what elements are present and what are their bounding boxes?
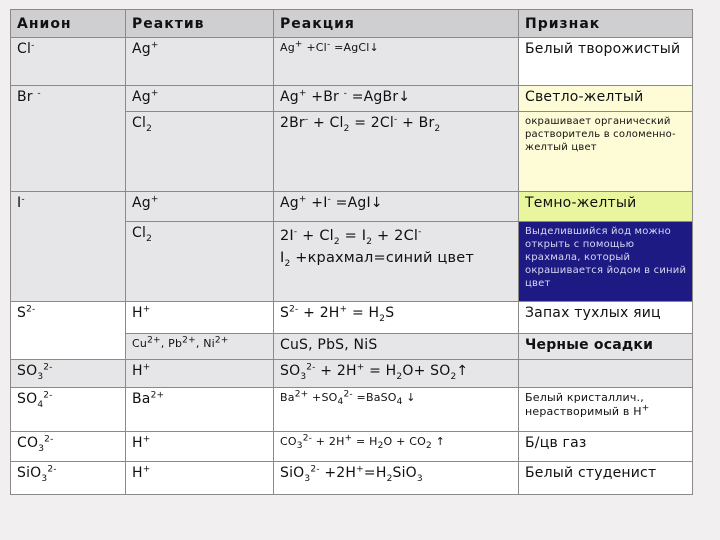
sign-cell: Выделившийся йод можно открыть с помощью крахмала, который окрашивается йодом в синий цвет bbox=[519, 222, 693, 302]
reaction-cell: Ag+ +Br - =AgBr↓ bbox=[274, 86, 519, 112]
reagent-cell: $Cl_2$ bbox=[126, 112, 274, 192]
reagent-cell: $Cl_2$ bbox=[126, 222, 274, 302]
sign-cell: Запах тухлых яиц bbox=[519, 302, 693, 334]
anion-cell: Cl- bbox=[11, 38, 126, 86]
reagent-cell: H+ bbox=[126, 432, 274, 462]
sign-cell: Белый творожистый bbox=[519, 38, 693, 86]
reaction-cell: $2Br^- + Cl_2 = 2Cl^- + Br_2$ bbox=[274, 112, 519, 192]
sign-cell: Черные осадки bbox=[519, 334, 693, 360]
reagent-cell: $Cu^{2+}$, $Pb^{2+}$, $Ni^{2+}$ bbox=[126, 334, 274, 360]
reagent-cell: Ag+ bbox=[126, 86, 274, 112]
anion-cell: $SO_4^{2-}$ bbox=[11, 388, 126, 432]
reagent-cell: $Ba^{2+}$ bbox=[126, 388, 274, 432]
anion-cell: SiO$_3^{2-}$ bbox=[11, 462, 126, 495]
sign-cell: Белый кристаллич., нерастворимый в H+ bbox=[519, 388, 693, 432]
header-anion: Анион bbox=[11, 10, 126, 38]
table-row bbox=[11, 462, 693, 495]
reaction-cell: CuS, PbS, NiS bbox=[274, 334, 519, 360]
sign-cell: окрашивает органический растворитель в соломенно-желтый цвет bbox=[519, 112, 693, 192]
header-row bbox=[11, 10, 693, 38]
reaction-cell: $S^{2-} + 2H^+ = H_2S$ bbox=[274, 302, 519, 334]
table-row bbox=[11, 302, 693, 334]
anion-cell: Br - bbox=[11, 86, 126, 192]
header-reaction: Реакция bbox=[274, 10, 519, 38]
reagent-cell: Ag+ bbox=[126, 192, 274, 222]
reaction-cell: $Ba^{2+} +SO_4^{2-}$ =BaSO$_4$ ↓ bbox=[274, 388, 519, 432]
table-row bbox=[11, 192, 693, 222]
anion-cell: $S^{2-}$ bbox=[11, 302, 126, 360]
sign-cell: Белый студенист bbox=[519, 462, 693, 495]
sign-cell: Светло-желтый bbox=[519, 86, 693, 112]
anion-cell: $SO_3^{2-}$ bbox=[11, 360, 126, 388]
reaction-cell: $CO_3^{2-} + 2H^+ = H_2O + CO_2$ ↑ bbox=[274, 432, 519, 462]
reagent-cell: Ag+ bbox=[126, 38, 274, 86]
anion-cell: $CO_3^{2-}$ bbox=[11, 432, 126, 462]
anion-reactions-table bbox=[10, 9, 693, 495]
reaction-cell: Ag+ +I- =AgI↓ bbox=[274, 192, 519, 222]
reaction-cell: $SO_3^{2-} + 2H^+ = H_2O+$ $SO_2↑$ bbox=[274, 360, 519, 388]
reagent-cell: H+ bbox=[126, 462, 274, 495]
sign-cell: Темно-желтый bbox=[519, 192, 693, 222]
reagent-cell: H+ bbox=[126, 302, 274, 334]
table-row bbox=[11, 86, 693, 112]
reaction-cell: $2I^- + Cl_2 = I_2 + 2Cl^-$ $I_2$ +крахмал=синий цвет bbox=[274, 222, 519, 302]
header-reagent: Реактив bbox=[126, 10, 274, 38]
table-row bbox=[11, 388, 693, 432]
table-row bbox=[11, 38, 693, 86]
sign-cell: Б/цв газ bbox=[519, 432, 693, 462]
reaction-cell: Ag+ +Cl- =AgCl↓ bbox=[274, 38, 519, 86]
header-sign: Признак bbox=[519, 10, 693, 38]
reaction-cell: $SiO_3^{2-} +2H^+=H_2SiO_3$ bbox=[274, 462, 519, 495]
table-row bbox=[11, 360, 693, 388]
anion-cell: I- bbox=[11, 192, 126, 302]
sign-cell bbox=[519, 360, 693, 388]
table-row bbox=[11, 432, 693, 462]
reagent-cell: H+ bbox=[126, 360, 274, 388]
